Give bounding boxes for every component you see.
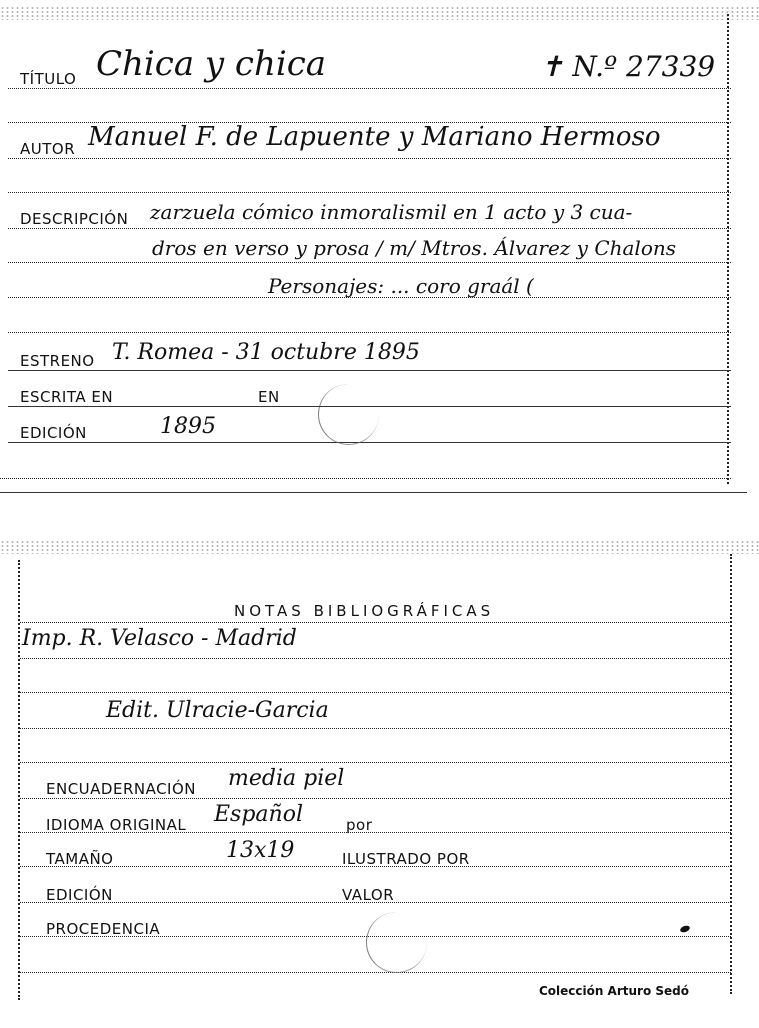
- label-estreno: ESTRENO: [20, 352, 95, 370]
- rule-notes-3: [20, 692, 731, 693]
- rule-encuadernacion: [20, 798, 731, 799]
- handwritten-notes-1: Imp. R. Velasco - Madrid: [22, 626, 297, 651]
- catalog-card-bottom: [0, 536, 759, 1028]
- rule-bottom: [20, 972, 731, 973]
- rule-estreno: [8, 370, 731, 371]
- section-title-notas: NOTAS BIBLIOGRÁFICAS: [234, 602, 495, 620]
- label-tamano: TAMAÑO: [46, 850, 114, 868]
- handwritten-edicion: 1895: [160, 414, 216, 439]
- card-bottom-edge: [0, 492, 747, 493]
- handwritten-tamano: 13x19: [226, 838, 295, 863]
- label-edicion: EDICIÓN: [20, 424, 87, 442]
- rule-bottom: [0, 478, 731, 479]
- handwritten-descripcion-1: zarzuela cómico inmoralismil en 1 acto y 3 cua-: [150, 200, 633, 224]
- label-titulo: TÍTULO: [20, 70, 77, 88]
- handwritten-encuadernacion: media piel: [228, 766, 345, 791]
- card-left-border: [18, 560, 20, 1000]
- collection-footer: Colección Arturo Sedó: [538, 984, 689, 998]
- label-ilustrado-por: ILUSTRADO POR: [342, 850, 470, 868]
- card-edge-speckle: [0, 540, 759, 554]
- handwritten-titulo: Chica y chica: [96, 44, 327, 84]
- label-escrita-en: ESCRITA EN: [20, 388, 114, 406]
- rule-notes-1: [20, 622, 731, 623]
- card-right-border: [727, 14, 729, 484]
- label-valor: VALOR: [342, 886, 395, 904]
- stamp-seal: [318, 384, 379, 445]
- handwritten-notes-2: Edit. Ulracie-Garcia: [106, 698, 329, 723]
- handwritten-descripcion-3: Personajes: ... coro graál (: [268, 274, 534, 298]
- label-procedencia: PROCEDENCIA: [46, 920, 161, 938]
- label-edicion-notas: EDICIÓN: [46, 886, 113, 904]
- label-descripcion: DESCRIPCIÓN: [20, 210, 129, 228]
- rule-desc-4: [8, 332, 731, 333]
- rule-autor: [8, 158, 731, 159]
- handwritten-numero: ✝ N.º 27339: [540, 50, 716, 83]
- ink-mark: [679, 924, 690, 933]
- card-edge-speckle: [0, 6, 759, 20]
- label-en: EN: [258, 388, 280, 406]
- handwritten-idioma: Español: [214, 802, 303, 827]
- label-encuadernacion: ENCUADERNACIÓN: [46, 780, 197, 798]
- handwritten-estreno: T. Romea - 31 octubre 1895: [112, 340, 420, 365]
- rule-notes-2: [20, 658, 731, 659]
- card-right-border: [730, 554, 732, 994]
- label-traducido-por: por: [346, 816, 373, 834]
- rule-descripcion: [8, 228, 731, 229]
- stamp-seal: [366, 912, 427, 973]
- rule-notes-4: [20, 728, 731, 729]
- handwritten-autor: Manuel F. de Lapuente y Mariano Hermoso: [88, 122, 661, 152]
- label-autor: AUTOR: [20, 140, 76, 158]
- rule-notes-5: [20, 762, 731, 763]
- catalog-card-top: [0, 0, 759, 500]
- handwritten-descripcion-2: dros en verso y prosa / m/ Mtros. Álvarez y Chalons: [152, 236, 677, 260]
- rule-titulo: [8, 88, 731, 89]
- rule-desc-2: [8, 262, 731, 263]
- rule-blank-2: [8, 192, 731, 193]
- label-idioma-original: IDIOMA ORIGINAL: [46, 816, 187, 834]
- rule-edicion: [8, 442, 731, 443]
